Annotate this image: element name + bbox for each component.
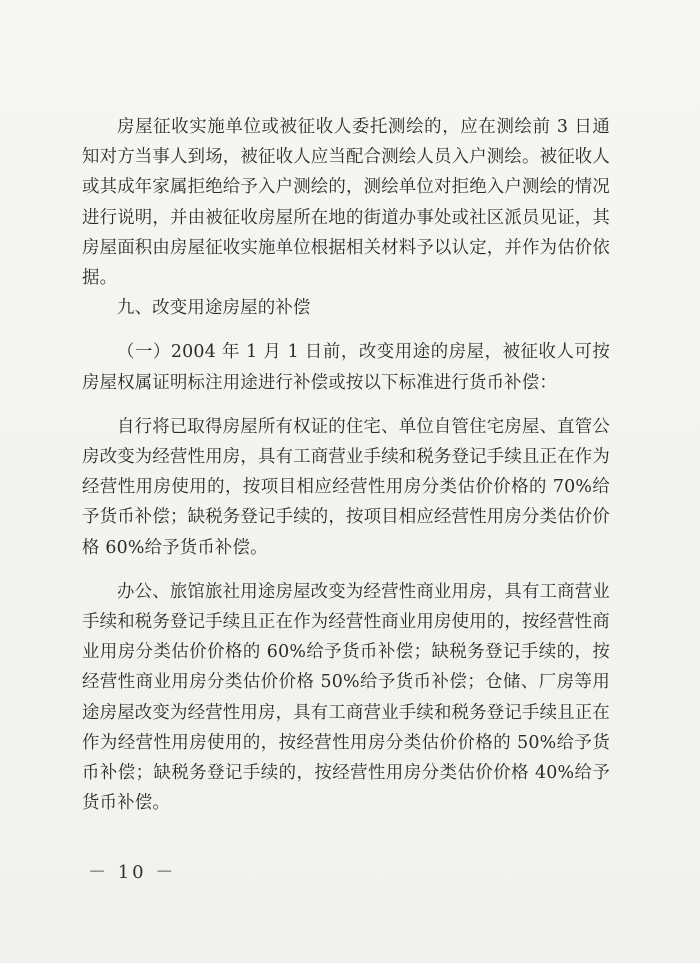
paragraph-subsection-one: （一）2004 年 1 月 1 日前，改变用途的房屋，被征收人可按房屋权属证明标注用途进行补偿或按以下标准进行货币补偿： bbox=[82, 342, 610, 393]
document-body bbox=[82, 112, 610, 818]
page-number: － 10 － bbox=[88, 862, 177, 883]
paragraph-surveying: 房屋征收实施单位或被征收人委托测绘的，应在测绘前 3 日通知对方当事人到场，被征收人应当配合测绘人员入户测绘。被征收人或其成年家属拒绝给予入户测绘的，测绘单位对拒绝入户测绘的情况进行说明，并由被征收房屋所在地的街道办事处或社区派员见证，其房屋面积由房屋征收实施单位根据相关材料予以认定，并作为估价依据。 bbox=[82, 117, 610, 289]
paragraph-residential-conversion: 自行将已取得房屋所有权证的住宅、单位自管住宅房屋、直管公房改变为经营性用房，具有工商营业手续和税务登记手续且正在作为经营性用房使用的，按项目相应经营性用房分类估价价格的 70%给予货币补偿；缺税务登记手续的，按项目相应经营性用房分类估价价格 60%给予货币补偿。 bbox=[82, 416, 610, 558]
section-heading-nine: 九、改变用途房屋的补偿 bbox=[117, 298, 311, 319]
paragraph-office-hotel-conversion: 办公、旅馆旅社用途房屋改变为经营性商业用房，具有工商营业手续和税务登记手续且正在作为经营性商业用房使用的，按经营性商业用房分类估价价格的 60%给予货币补偿；缺税务登记手续的，按经营性商业用房分类估价价格 50%给予货币补偿；仓储、厂房等用途房屋改变为经营性用房，具有工商营业手续和税务登记手续且正在作为经营性用房使用的，按经营性用房分类估价价格的 50%给予货币补偿；缺税务登记手续的，按经营性用房分类估价价格 40%给予货币补偿。 bbox=[82, 581, 610, 814]
